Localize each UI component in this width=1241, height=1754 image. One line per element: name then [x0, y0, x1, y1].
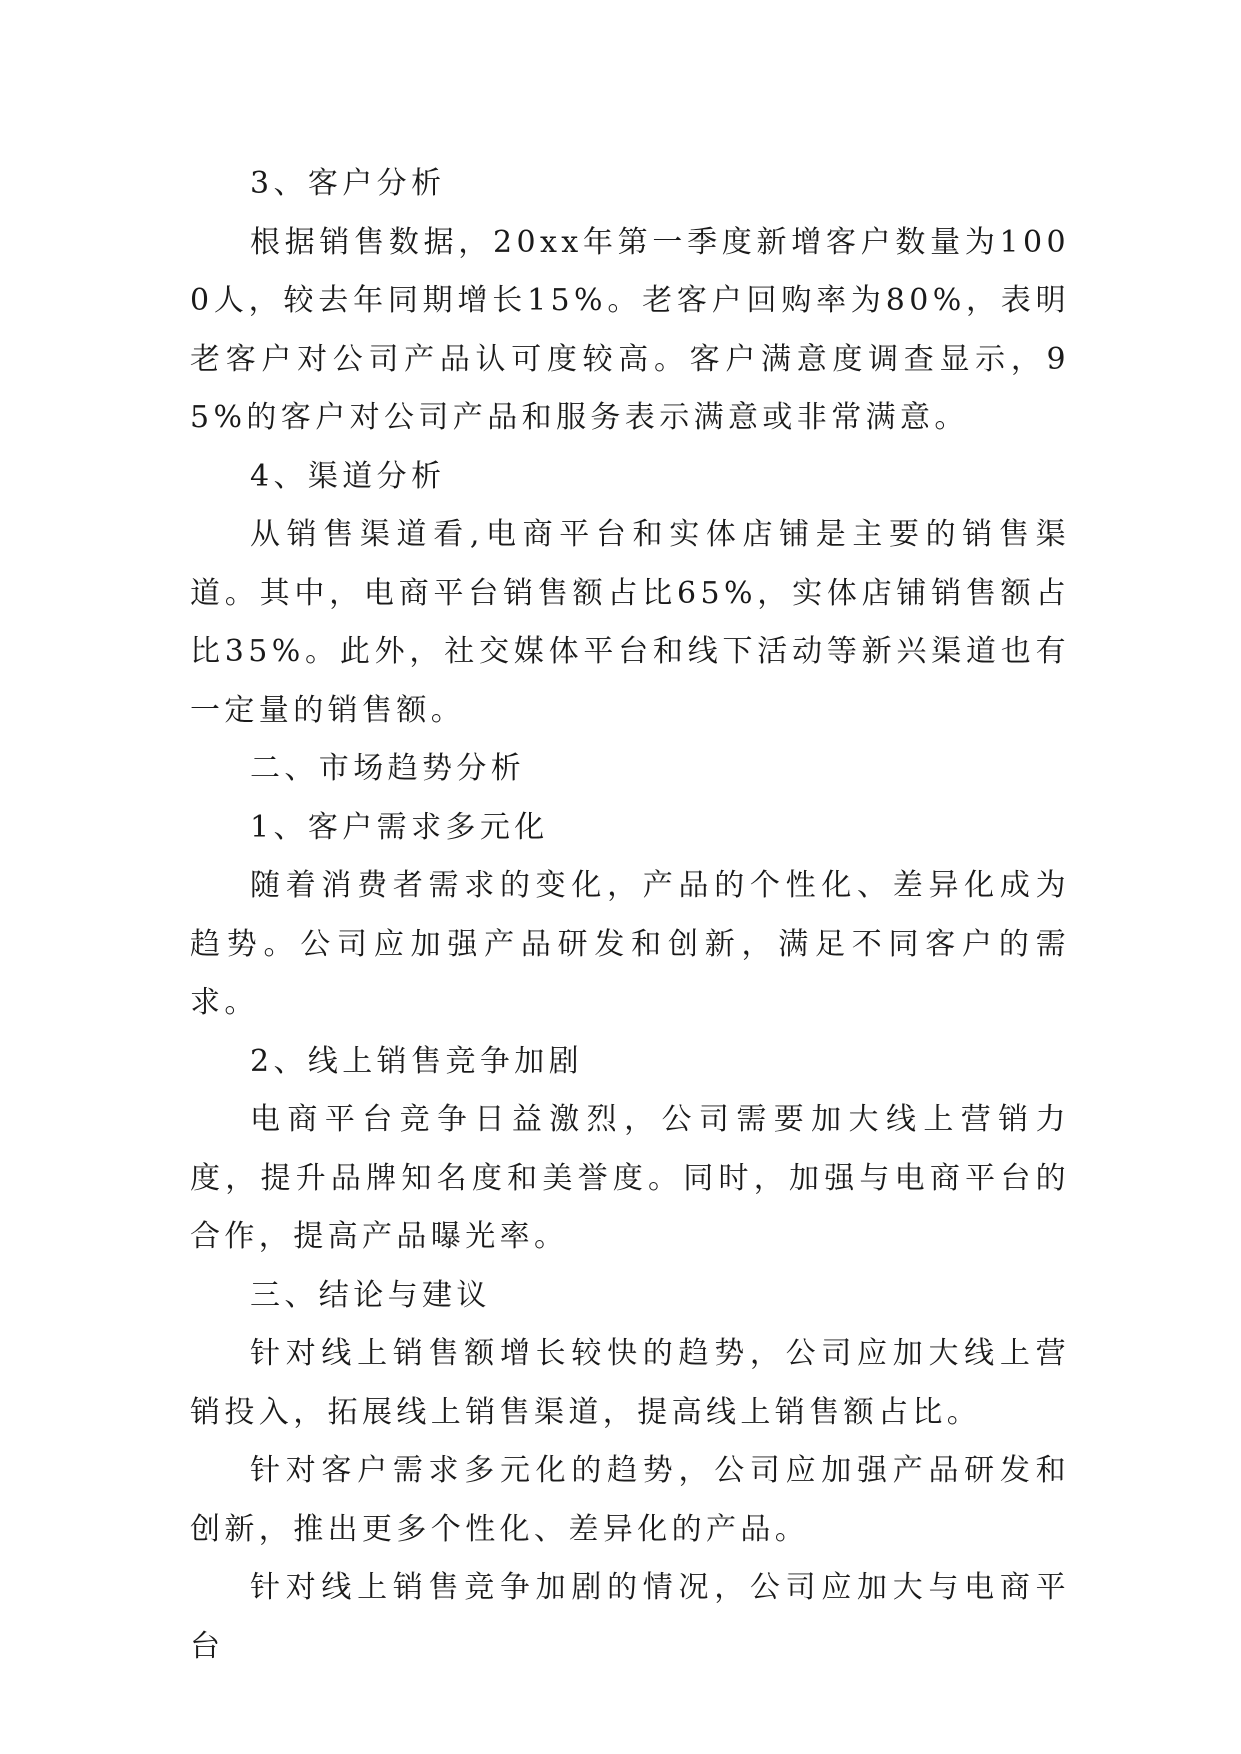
- document-page: [190, 155, 1070, 1676]
- paragraph-recommendation-online-marketing: 针对线上销售额增长较快的趋势，公司应加大线上营销投入，拓展线上销售渠道，提高线上销售额占比。: [190, 1336, 1070, 1430]
- paragraph-channel-analysis: 从销售渠道看,电商平台和实体店铺是主要的销售渠道。其中，电商平台销售额占比65%，实体店铺销售额占比35%。此外，社交媒体平台和线下活动等新兴渠道也有一定量的销售额。: [190, 517, 1070, 728]
- section-heading-conclusions: 三、结论与建议: [250, 1277, 491, 1313]
- paragraph-demand-diversification: 随着消费者需求的变化，产品的个性化、差异化成为趋势。公司应加强产品研发和创新，满足不同客户的需求。: [190, 868, 1070, 1020]
- paragraph-recommendation-platform-cooperation: 针对线上销售竞争加剧的情况，公司应加大与电商平台: [190, 1570, 1070, 1664]
- section-heading-channel-analysis: 4、渠道分析: [250, 458, 446, 494]
- paragraph-recommendation-product-innovation: 针对客户需求多元化的趋势，公司应加强产品研发和创新，推出更多个性化、差异化的产品。: [190, 1453, 1070, 1547]
- paragraph-online-competition: 电商平台竞争日益激烈，公司需要加大线上营销力度，提升品牌知名度和美誉度。同时，加强与电商平台的合作，提高产品曝光率。: [190, 1102, 1070, 1254]
- paragraph-customer-analysis: 根据销售数据，20xx年第一季度新增客户数量为1000人，较去年同期增长15%。老客户回购率为80%，表明老客户对公司产品认可度较高。客户满意度调查显示，95%的客户对公司产品和服务表示满意或非常满意。: [190, 224, 1070, 435]
- section-heading-market-trends: 二、市场趋势分析: [250, 751, 526, 786]
- subheading-demand-diversification: 1、客户需求多元化: [250, 809, 549, 845]
- subheading-online-competition: 2、线上销售竞争加剧: [250, 1043, 584, 1079]
- section-heading-customer-analysis: 3、客户分析: [250, 166, 446, 201]
